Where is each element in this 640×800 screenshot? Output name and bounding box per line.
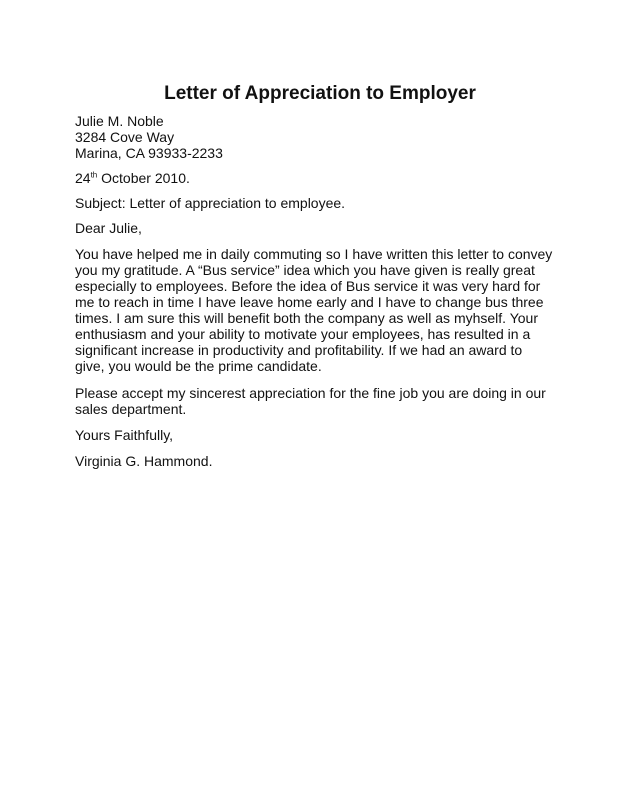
letter-salutation: Dear Julie, bbox=[75, 220, 142, 236]
date-day: 24 bbox=[75, 170, 91, 186]
sender-address bbox=[75, 113, 565, 161]
sender-street: 3284 Cove Way bbox=[75, 129, 175, 145]
letter-date bbox=[75, 170, 565, 186]
letter-closing: Yours Faithfully, bbox=[75, 427, 174, 443]
letter-subject: Subject: Letter of appreciation to employee. bbox=[75, 195, 346, 211]
body-paragraph-1: You have helped me in daily commuting so I have written this letter to convey you my gratitude. A “Bus service” idea which you have given is really great especially to employees. Before the idea of Bus service it was very hard for me to reach in time I have leave home early and I have to change bus three times. I am sure this will benefit both the company as well as myhself. Your enthusiasm and your ability to motivate your employees, has resulted in a significant increase in productivity and profitability. If we had an award to give, you would be the prime candidate. bbox=[75, 246, 553, 374]
body-paragraph-2: Please accept my sincerest appreciation for the fine job you are doing in our sales department. bbox=[75, 385, 546, 417]
sender-name: Julie M. Noble bbox=[75, 113, 164, 129]
date-suffix: th bbox=[90, 170, 98, 180]
letter-title: Letter of Appreciation to Employer bbox=[164, 83, 476, 104]
letter-signature: Virginia G. Hammond. bbox=[75, 453, 213, 469]
sender-city: Marina, CA 93933-2233 bbox=[75, 145, 223, 161]
date-rest: October 2010. bbox=[97, 170, 190, 186]
